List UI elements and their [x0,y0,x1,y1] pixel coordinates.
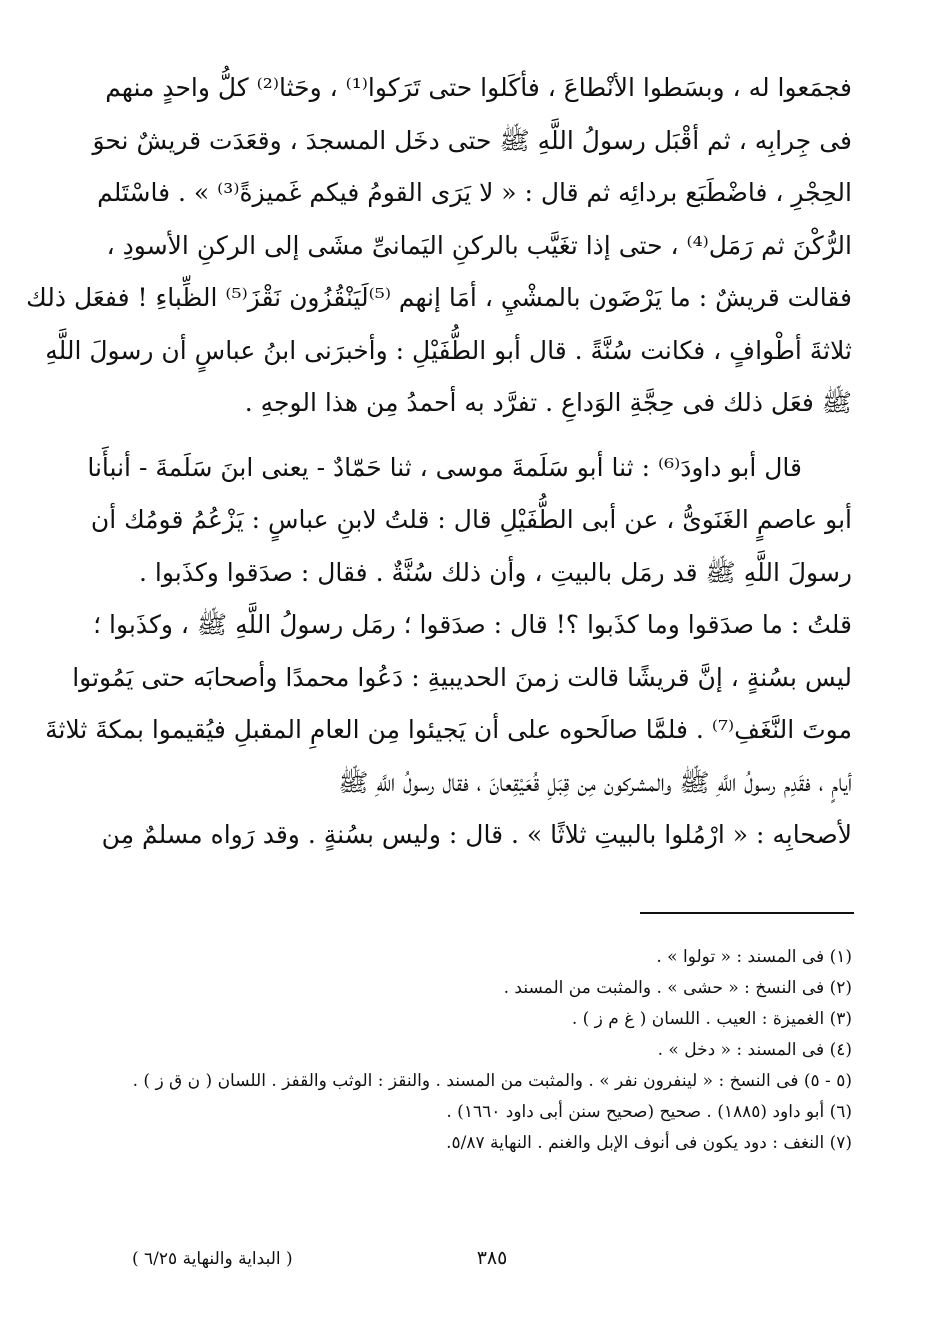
page-footer [132,1247,852,1277]
page-number: ٣٨٥ [476,1247,508,1269]
text-line: ليس بسُنةٍ ، إنَّ قريشًا قالت زمنَ الحديبيةِ : دَعُوا محمدًا وأصحابَه حتى يَمُوتوا [72,662,852,692]
text-line: لأصحابِه : « ارْمُلوا بالبيتِ ثلاثًا » . قال : وليس بسُنةٍ . وقد رَواه مسلمٌ مِن [101,820,852,849]
footnote: (٢) فى النسخ : « حشى » . والمثبت من المسند . [503,978,852,998]
text-line: قلتُ : ما صدَقوا وما كذَبوا ؟! قال : صدَقوا ؛ رمَل رسولُ اللَّهِ ﷺ ، وكذَبوا ؛ [93,610,852,639]
text-line: ثلاثةَ أطْوافٍ ، فكانت سُنَّةً . قال أبو الطُّفَيْلِ : وأخبرَنى ابنُ عباسٍ أن رسولَ اللَّهِ [45,335,852,365]
footnote: (٤) فى المسند : « دخل » . [657,1040,852,1060]
text-line: موتَ النَّغَفِ⁽⁷⁾ . فلمَّا صالَحوه على أن يَجيئوا مِن العامِ المقبلِ فيُقيموا بمكةَ ثلاثةَ [45,715,852,744]
footnote: (٧) النغف : دود يكون فى أنوف الإبل والغنم . النهاية ٥/٨٧. [446,1133,852,1153]
footnote-divider [640,912,854,914]
main-text [26,62,852,862]
text-line: الحِجْرِ ، فاضْطَبَع بردائِه ثم قال : « لا يَرَى القومُ فيكم غَميزةً⁽³⁾ » . فاسْتَلم [97,178,852,207]
text-line: ﷺ فعَل ذلك فى حِجَّةِ الوَداعِ . تفرَّد به أحمدُ مِن هذا الوجهِ . [244,388,852,417]
text-line: فجمَعوا له ، وبسَطوا الأنْطاعَ ، فأكَلوا حتى تَرَكوا⁽¹⁾ ، وحَثا⁽²⁾ كلُّ واحدٍ منهم [105,73,852,102]
text-line: رسولَ اللَّهِ ﷺ قد رمَل بالبيتِ ، وأن ذلك سُنَّةٌ . فقال : صدَقوا وكذَبوا . [139,557,852,587]
text-line: أبو عاصمٍ الغَنَوىُّ ، عن أبى الطُّفَيْلِ قال : قلتُ لابنِ عباسٍ : يَزْعُمُ قومُك أن [90,505,852,534]
book-reference: ( البداية والنهاية ٦/٢٥ ) [132,1249,293,1269]
footnote: (٦) أبو داود (١٨٨٥) . صحيح (صحيح سنن أبى داود ١٦٦٠) . [446,1102,852,1122]
footnotes [132,942,852,1159]
text-line: قال أبو داودَ⁽⁶⁾ : ثنا أبو سَلَمةَ موسى ، ثنا حَمّادٌ - يعنى ابنَ سَلَمةَ - أنبأَنا [87,452,802,482]
footnote: (٥ - ٥) فى النسخ : « لينفرون نفر » . والمثبت من المسند . والنقز : الوثب والقفز . اللسان ( ن ق ز ) . [132,1071,852,1091]
paragraph-1 [26,62,852,430]
paragraph-2 [45,442,852,862]
footnote: (٣) الغميزة : العيب . اللسان ( غ م ز ) . [571,1009,852,1029]
footnote: (١) فى المسند : « تولوا » . [656,947,852,967]
text-line: أيامٍ ، فقَدِم رسولُ اللَّهِ ﷺ والمشركون مِن قِبَلِ قُعَيْقِعانَ ، فقال رسولُ اللَّهِ ﷺ [338,767,852,797]
text-line: الرُّكْنَ ثم رَمَل⁽⁴⁾ ، حتى إذا تغَيَّب بالركنِ اليَمانىِّ مشَى إلى الركنِ الأسودِ ، [106,230,852,260]
text-line: فى جِرابِه ، ثم أقْبَل رسولُ اللَّهِ ﷺ حتى دخَل المسجدَ ، وقعَدَت قريشٌ نحوَ [92,125,852,155]
text-line: فقالت قريشٌ : ما يَرْضَون بالمشْيِ ، أمَا إنهم ⁽⁵⁾لَيَنْقُزُون نَقْزَ⁽⁵⁾ الظِّباءِ ! ففعَل ذلك [26,283,852,312]
